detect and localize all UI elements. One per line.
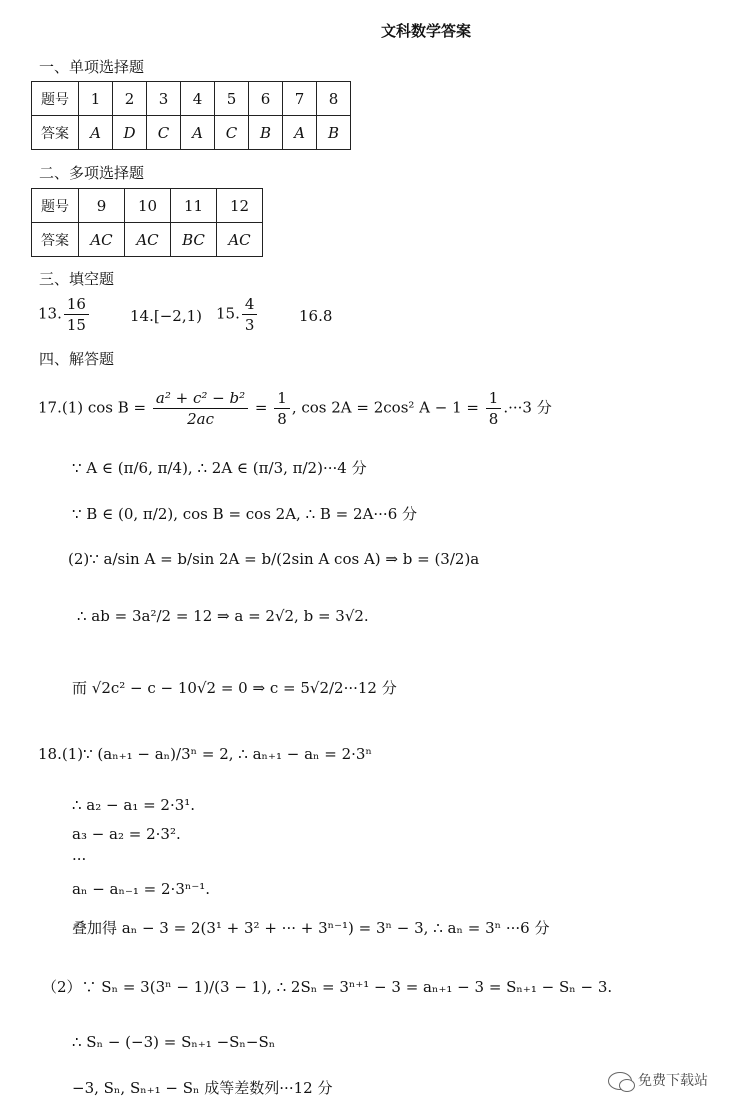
question-number: 12 [217, 189, 263, 223]
question-number: 6 [249, 82, 283, 116]
table-row-answers [32, 116, 351, 150]
answer-cell: AC [125, 223, 171, 257]
q18-line-3: a₃ − a₂ = 2·3². [72, 825, 181, 843]
q18-line-2: ∴ a₂ − a₁ = 2·3¹. [72, 796, 196, 814]
row-label-answer: 答案 [32, 116, 79, 150]
section-heading-multi-choice: 二、多项选择题 [39, 164, 145, 182]
question-number: 4 [181, 82, 215, 116]
denominator: 3 [244, 316, 255, 334]
q17-line-6: 而 √2c² − c − 10√2 = 0 ⇒ c = 5√2/2···12 分 [72, 679, 397, 697]
q17-line-1-part: .···3 分 [503, 398, 552, 417]
answer-cell: B [317, 116, 351, 150]
section-heading-single-choice: 一、单项选择题 [39, 58, 145, 76]
answer-cell: D [113, 116, 147, 150]
q18-line-5: aₙ − aₙ₋₁ = 2·3ⁿ⁻¹. [72, 880, 211, 898]
fill-answer-13-fraction [64, 294, 89, 335]
section-heading-solutions: 四、解答题 [39, 350, 115, 368]
answer-cell: C [215, 116, 249, 150]
q17-fraction-1-8 [486, 388, 502, 429]
fill-answer-14: 14.[−2,1) [130, 307, 202, 325]
question-number: 9 [79, 189, 125, 223]
question-number: 1 [79, 82, 113, 116]
q18-line-7: （2）∵ Sₙ = 3(3ⁿ − 1)/(3 − 1), ∴ 2Sₙ = 3ⁿ⁺¹ − 3 = aₙ₊₁ − 3 = Sₙ₊₁ − Sₙ − 3. [42, 978, 613, 996]
q17-line-1 [38, 388, 552, 429]
denominator: 8 [488, 410, 499, 428]
numerator: 1 [274, 388, 290, 409]
answer-cell: BC [171, 223, 217, 257]
fill-answer-15-fraction [242, 294, 258, 335]
denominator: 15 [66, 316, 86, 334]
answer-cell: B [249, 116, 283, 150]
denominator: 8 [277, 410, 287, 428]
watermark [608, 1070, 708, 1090]
question-number: 11 [171, 189, 217, 223]
row-label-answer: 答案 [32, 223, 79, 257]
table-row-answers [32, 223, 263, 257]
wechat-icon [608, 1072, 632, 1090]
numerator: 1 [486, 388, 502, 409]
fill-answer-13-label: 13. [38, 304, 62, 323]
question-number: 10 [125, 189, 171, 223]
fill-answer-13 [38, 294, 91, 335]
q17-line-1-part: , cos 2A = 2cos² A − 1 = [291, 398, 479, 417]
q18-line-1: 18.(1)∵ (aₙ₊₁ − aₙ)/3ⁿ = 2, ∴ aₙ₊₁ − aₙ = 2·3ⁿ [38, 745, 372, 763]
row-label-question: 题号 [32, 189, 79, 223]
fill-answer-15 [216, 294, 259, 335]
answer-cell: C [147, 116, 181, 150]
question-number: 8 [317, 82, 351, 116]
multi-choice-answer-table [31, 188, 263, 257]
answer-cell: A [79, 116, 113, 150]
question-number: 5 [215, 82, 249, 116]
question-number: 3 [147, 82, 181, 116]
q17-line-5: ∴ ab = 3a²/2 = 12 ⇒ a = 2√2, b = 3√2. [77, 607, 369, 625]
q17-line-1-part: = [254, 398, 268, 417]
numerator: 4 [242, 294, 258, 315]
answer-cell: A [181, 116, 215, 150]
denominator: 2ac [187, 410, 214, 428]
q17-fraction-cosB [153, 388, 248, 429]
numerator: 16 [64, 294, 89, 315]
q18-line-8: ∴ Sₙ − (−3) = Sₙ₊₁ −Sₙ−Sₙ [72, 1033, 276, 1051]
q17-fraction-1-8 [274, 388, 290, 429]
q17-line-4: (2)∵ a/sin A = b/sin 2A = b/(2sin A cos A) ⇒ b = (3/2)a [68, 550, 480, 568]
row-label-question: 题号 [32, 82, 79, 116]
question-number: 2 [113, 82, 147, 116]
answer-cell: AC [217, 223, 263, 257]
page-title: 文科数学答案 [380, 22, 471, 40]
answer-cell: AC [79, 223, 125, 257]
fill-answer-16: 16.8 [299, 307, 333, 325]
table-row-question-numbers [32, 82, 351, 116]
q18-line-4: ··· [72, 850, 87, 868]
q17-line-1-part: 17.(1) cos B = [38, 398, 147, 417]
q18-line-9: −3, Sₙ, Sₙ₊₁ − Sₙ 成等差数列···12 分 [72, 1079, 333, 1097]
watermark-text: 免费下载站 [638, 1073, 708, 1089]
fill-answer-15-label: 15. [216, 304, 240, 323]
numerator: a² + c² − b² [153, 388, 248, 409]
section-heading-fill-in: 三、填空题 [39, 270, 115, 288]
single-choice-answer-table [31, 81, 351, 150]
answer-cell: A [283, 116, 317, 150]
q17-line-3: ∵ B ∈ (0, π/2), cos B = cos 2A, ∴ B = 2A···6 分 [72, 505, 418, 523]
q17-line-2: ∵ A ∈ (π/6, π/4), ∴ 2A ∈ (π/3, π/2)···4 分 [72, 459, 367, 477]
question-number: 7 [283, 82, 317, 116]
table-row-question-numbers [32, 189, 263, 223]
q18-line-6: 叠加得 aₙ − 3 = 2(3¹ + 3² + ··· + 3ⁿ⁻¹) = 3ⁿ − 3, ∴ aₙ = 3ⁿ ···6 分 [72, 919, 550, 937]
